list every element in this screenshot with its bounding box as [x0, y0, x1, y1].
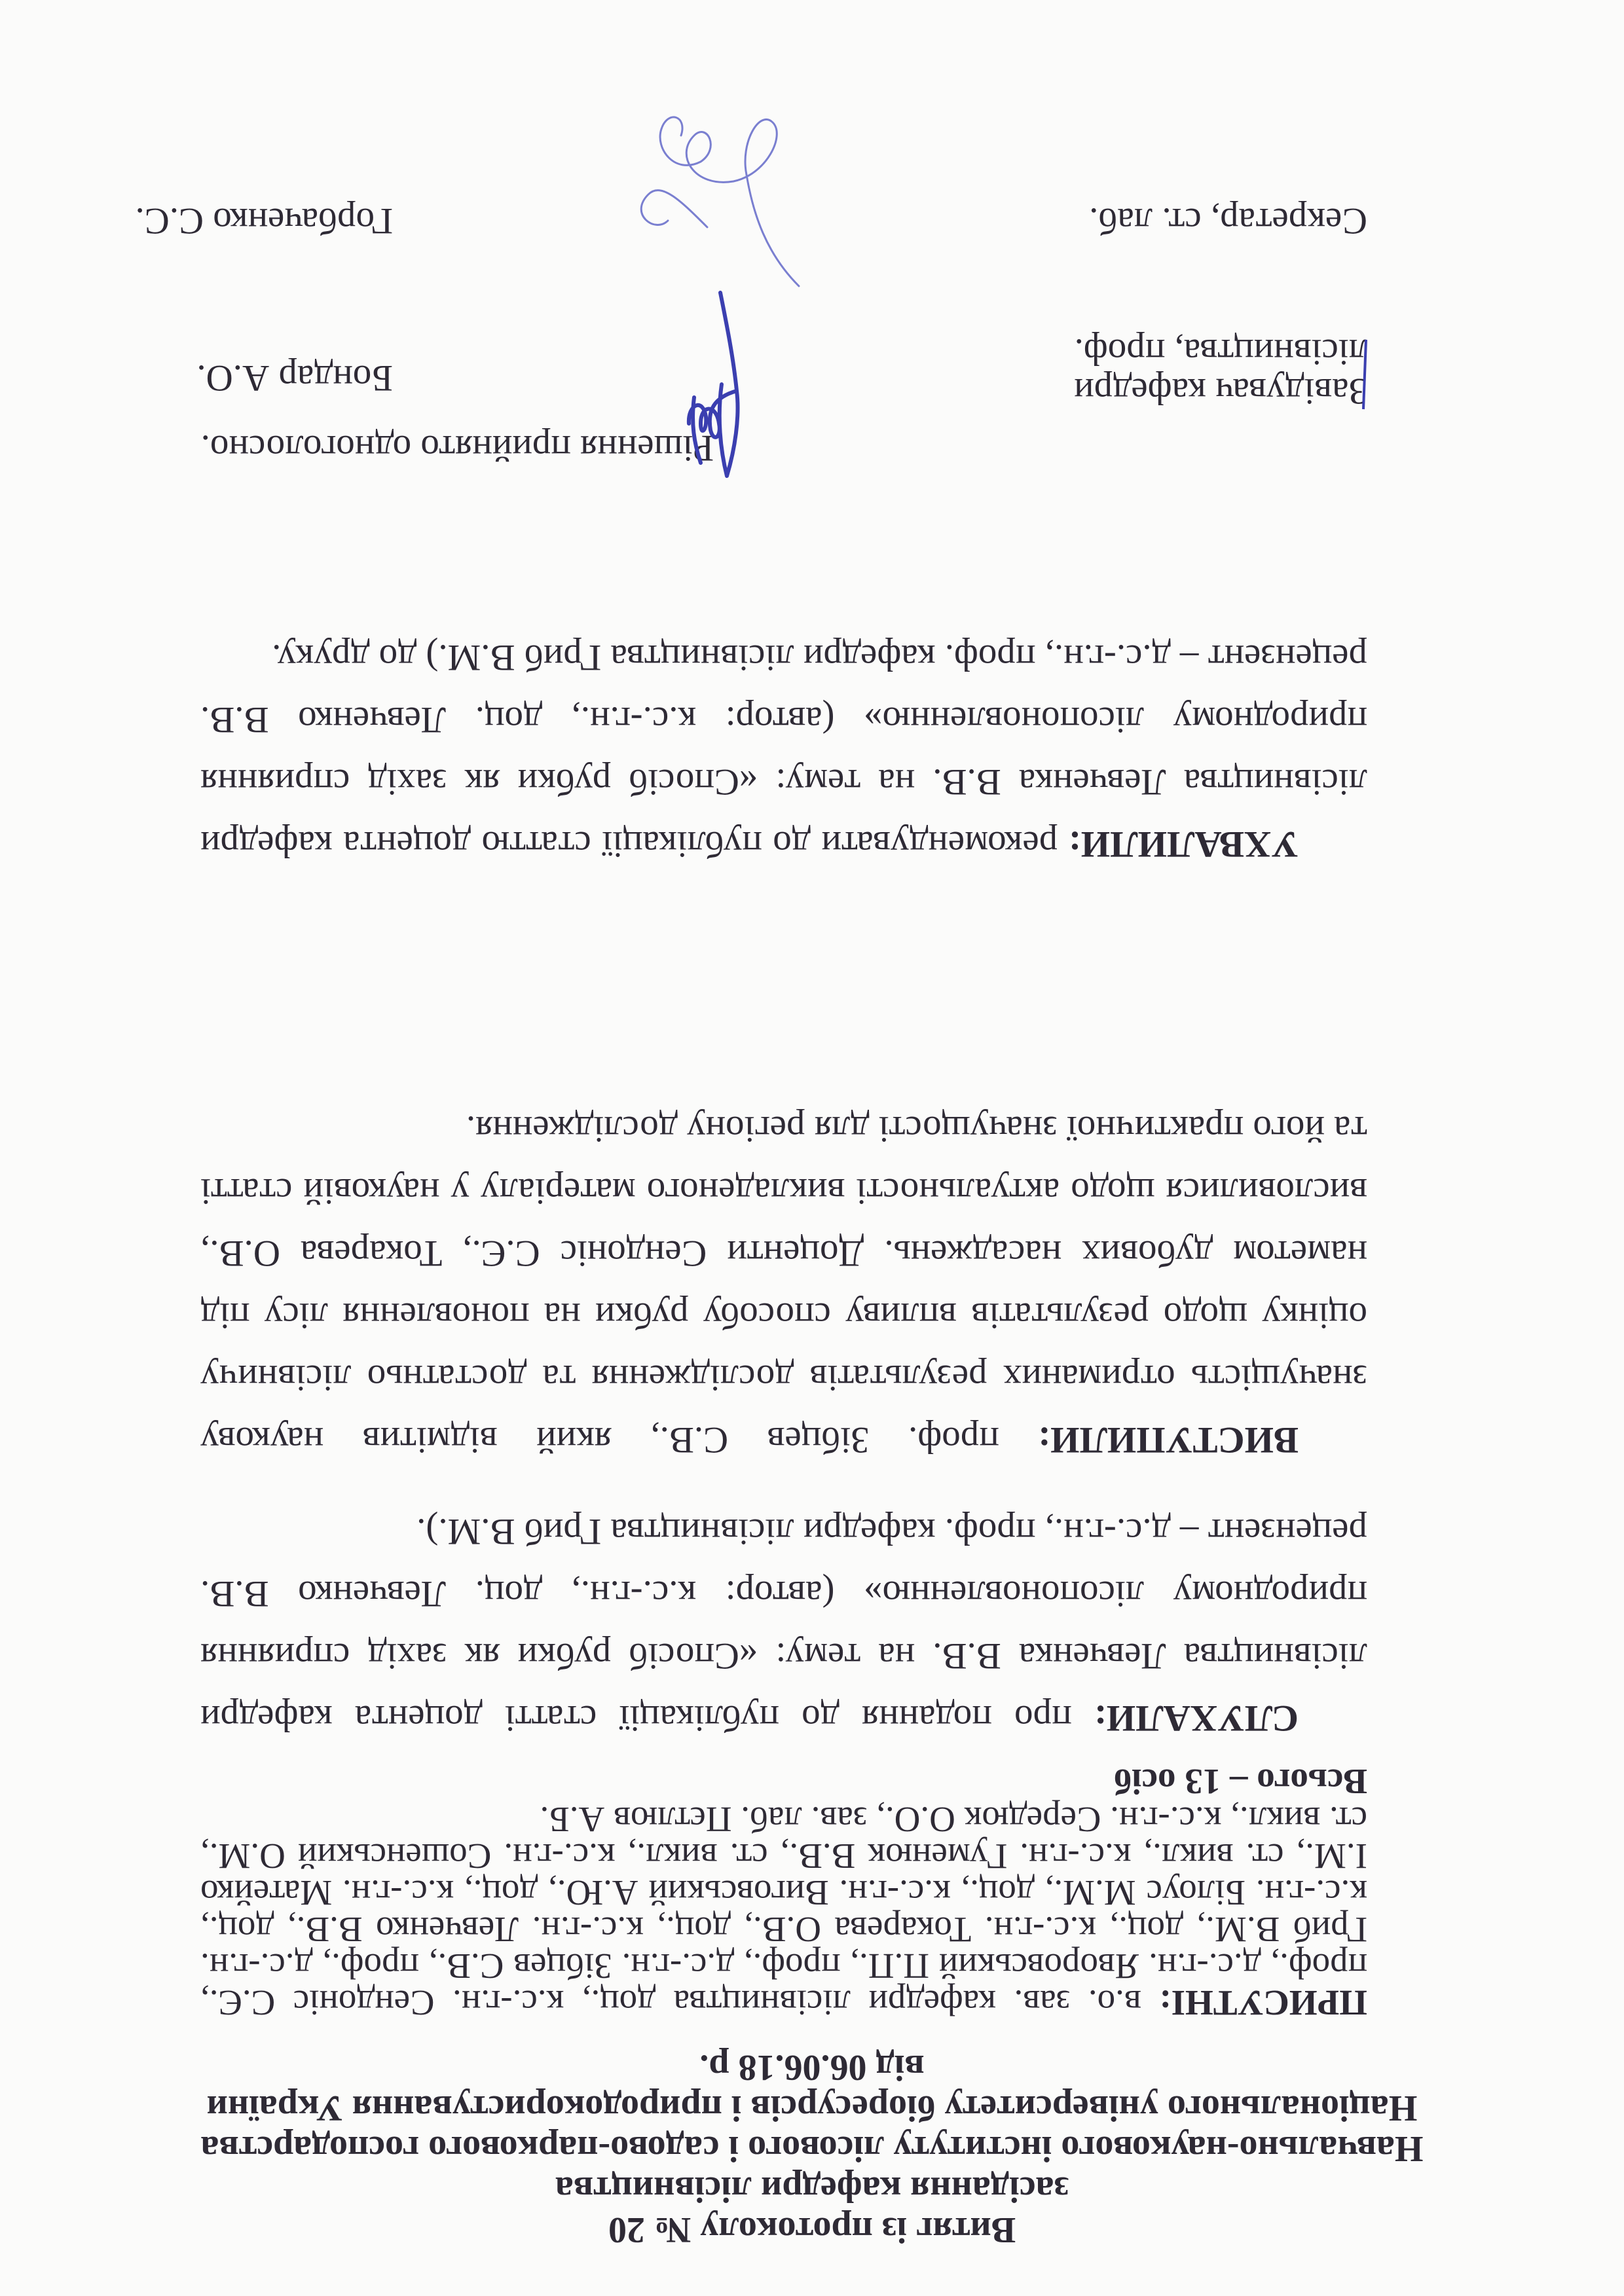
head-name: Бондар А.О. [196, 357, 393, 399]
margin-pen-mark [1362, 338, 1367, 410]
heard-section [200, 1501, 1367, 1749]
heard-label: СЛУХАЛИ: [1094, 1698, 1299, 1739]
document-title: Витяг із протоколу № 20 [608, 2210, 1016, 2250]
secretary-name: Горбаченко С.С. [135, 200, 393, 242]
head-position [909, 332, 1367, 410]
head-position-line2: лісівництва, проф. [1074, 331, 1367, 373]
present-section [200, 1763, 1367, 2021]
head-signature [642, 286, 799, 489]
decision-statement: Рішення прийнято одноголосно. [200, 428, 714, 469]
head-position-line1: Завідувач кафедри [1074, 371, 1367, 412]
resolved-label: УХВАЛИЛИ: [1068, 824, 1299, 865]
secretary-signature [589, 96, 825, 293]
institute-line: Навчально-наукового інституту лісового і садово-паркового господарства [200, 2128, 1424, 2169]
date-line: від 06.06.18 р. [699, 2047, 925, 2088]
document-header [0, 2047, 1624, 2250]
present-list: в.о. зав. кафедри лісівництва доц., к.с.-г.н. Сендоніс С.Є., проф., д.с.-г.н. Яворовський П.П., проф., д.с.-г.н. Зібцев С.В., проф., д.с.-г.н. Гриб В.М., доц., к.с.-г.н. Токарева О.В., доц., к.с.-г.н. Левченко В.В., доц., к.с.-г.н. Білоус М.М., доц., к.с.-г.н. Виговський А.Ю., доц., к.с.-г.н. Матейко І.М., ст. викл., к.с.-г.н. Гуменюк В.В., ст. викл., к.с.-г.н. Сошенський О.М., ст. викл., к.с.-г.н. Середюк О.О., зав. лаб. Пєтлюв А.Б. [200, 1800, 1367, 2023]
secretary-position: Секретар, ст. лаб. [1089, 200, 1367, 242]
meeting-line: засідання кафедри лісівництва [555, 2169, 1069, 2210]
present-label: ПРИСУТНІ: [1159, 1983, 1367, 2023]
spoke-label: ВИСТУПИЛИ: [1038, 1419, 1299, 1461]
spoke-text: проф. Зібцев С.В., який відмітив наукову значущість отриманих результатів дослідження та достатньо лісівничу оцінку щодо результатів впливу способу рубки на поновлення лісу під наметом дубових насаджень. Доценти Сендоніс С.Є., Токарева О.В., висловилися щодо актуальності викладеного матеріалу у науковій статті та його практичної значущості для регіону дослідження. [200, 1108, 1367, 1461]
resolved-text: рекомендувати до публікації статтю доцента кафедри лісівництва Левченка В.В. на тему: «Спосіб рубки як захід сприяння природному лісопоновленню» (автор: к.с.-г.н., доц. Левченко В.В. рецензент – д.с.-г.н., проф. кафедри лісівництва Гриб В.М.) до друку. [200, 637, 1367, 865]
heard-text: про подання до публікації статті доцента кафедри лісівництва Левченка В.В. на тему: «Спосіб рубки як захід сприяння природному лісопоновленню» (автор: к.с.-г.н., доц. Левченко В.В. рецензент – д.с.-г.н., проф. кафедри лісівництва Гриб В.М.). [200, 1511, 1367, 1739]
spoke-section [200, 1098, 1367, 1471]
present-total: Всього – 13 осіб [1113, 1762, 1367, 1802]
university-line: Національного університету біоресурсів і природокористування України [206, 2088, 1418, 2128]
resolved-section [200, 627, 1367, 875]
